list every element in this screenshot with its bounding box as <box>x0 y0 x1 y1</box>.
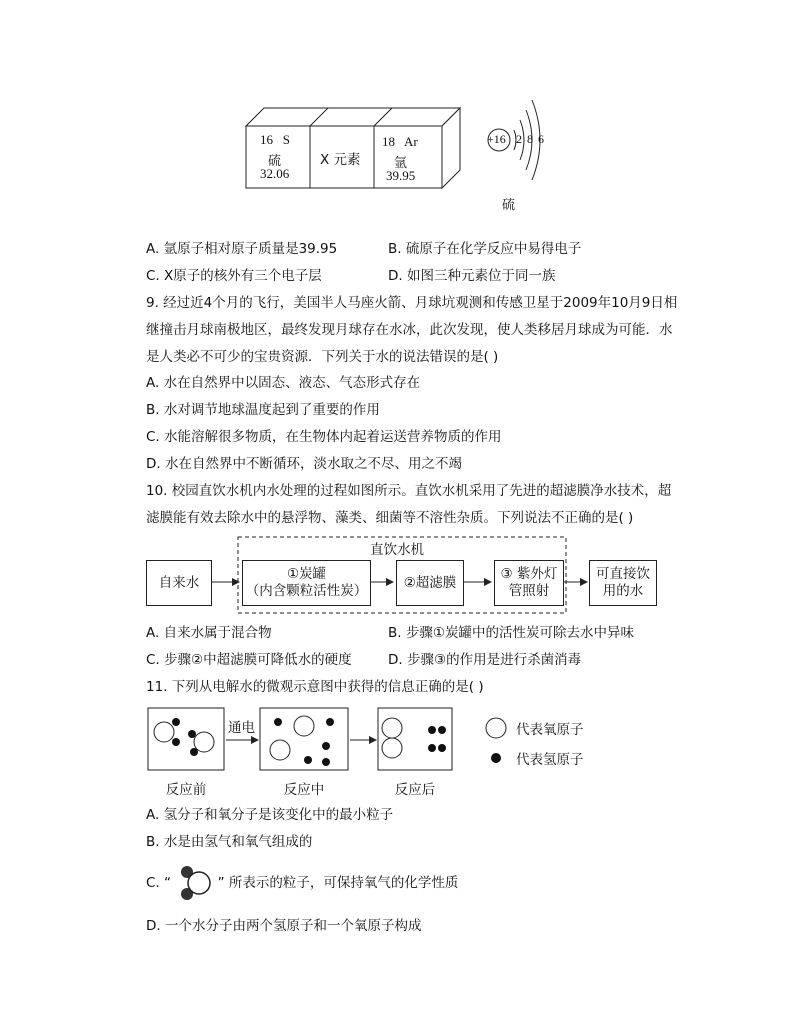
q8-option-a: A. 氩原子相对原子质量是39.95 <box>146 241 338 257</box>
q9-option-b: B. 水对调节地球温度起到了重要的作用 <box>146 402 380 418</box>
s-mass: 32.06 <box>260 166 290 181</box>
nucleus-charge: +16 <box>487 132 506 146</box>
oxygen-molecule-icon <box>175 864 213 902</box>
flow-step3-box <box>494 560 564 606</box>
q10-option-c: C. 步骤②中超滤膜可降低水的硬度 <box>146 652 352 668</box>
flow-step1-line1: ①炭罐 <box>286 566 327 582</box>
flow-step1-line2: （内含颗粒活性炭） <box>245 583 368 599</box>
q10-option-b: B. 步骤①炭罐中的活性炭可除去水中异味 <box>388 625 634 641</box>
q11-option-c-suffix: ” 所表示的粒子，可保持氧气的化学性质 <box>217 875 459 891</box>
legend-hydrogen-symbol <box>491 753 501 763</box>
q10-option-d: D. 步骤③的作用是进行杀菌消毒 <box>388 652 582 668</box>
caption-after: 反应后 <box>394 782 436 798</box>
ar-atomic-number: 18 <box>382 134 395 149</box>
flow-output-line2: 用的水 <box>602 583 644 599</box>
flow-output-box <box>589 560 657 606</box>
s-symbol: S <box>282 132 290 147</box>
q9-option-a: A. 水在自然界中以固态、液态、气态形式存在 <box>146 375 421 391</box>
electrolysis-label: 通电 <box>228 720 255 736</box>
legend-oxygen-text: 代表氧原子 <box>516 722 584 738</box>
q8-option-d: D. 如图三种元素位于同一族 <box>388 268 556 284</box>
q11-option-b: B. 水是由氢气和氧气组成的 <box>146 834 313 850</box>
q11-option-c <box>146 874 458 892</box>
caption-during: 反应中 <box>283 782 325 798</box>
q10-stem-line-1: 10. 校园直饮水机内水处理的过程如图所示。直饮水机采用了先进的超滤膜净水技术，超 <box>146 483 672 499</box>
s-name: 硫 <box>268 154 282 169</box>
q11-option-c-prefix: C. “ <box>146 875 172 891</box>
q8-option-c: C. X原子的核外有三个电子层 <box>146 268 322 284</box>
q9-stem-line-3: 是人类必不可少的宝贵资源．下列关于水的说法错误的是( ) <box>146 349 499 365</box>
x-element-label: X 元素 <box>320 152 361 168</box>
electrolysis-diagram <box>146 704 616 800</box>
legend-hydrogen-text: 代表氢原子 <box>516 752 584 768</box>
q11-stem: 11. 下列从电解水的微观示意图中获得的信息正确的是( ) <box>146 679 484 695</box>
atom-caption: 硫 <box>502 198 516 213</box>
q9-stem-line-2: 继撞击月球南极地区，最终发现月球存在水冰，此次发现，使人类移居月球成为可能．水 <box>146 322 673 338</box>
ar-symbol: Ar <box>404 134 418 149</box>
q9-option-d: D. 水在自然界中不断循环，淡水取之不尽、用之不竭 <box>146 456 462 472</box>
flow-step2-box <box>396 560 464 606</box>
ar-mass: 39.95 <box>386 168 416 183</box>
q10-stem-line-2: 滤膜能有效去除水中的悬浮物、藻类、细菌等不溶性杂质。下列说法不正确的是( ) <box>146 510 634 526</box>
flow-step3-line2: 管照射 <box>508 583 550 599</box>
flow-source-box <box>146 560 212 606</box>
electron-shells: 2 8 6 <box>516 132 545 146</box>
flow-step1-box <box>242 560 371 606</box>
q9-stem-line-1: 9. 经过近4个月的飞行，美国半人马座火箭、月球坑观测和传感卫星于2009年10月9日相 <box>146 295 678 311</box>
q11-option-d: D. 一个水分子由两个氢原子和一个氧原子构成 <box>146 918 422 934</box>
s-atomic-number: 16 <box>260 132 273 147</box>
q11-option-a: A. 氢分子和氧分子是该变化中的最小粒子 <box>146 807 394 823</box>
flow-step3-line1: ③ 紫外灯 <box>500 566 558 582</box>
flow-output-line1: 可直接饮 <box>596 566 650 582</box>
caption-before: 反应前 <box>165 782 207 798</box>
q10-option-a: A. 自来水属于混合物 <box>146 625 272 641</box>
flowchart-title: 直饮水机 <box>370 542 424 558</box>
flow-source-label: 自来水 <box>158 574 200 591</box>
ar-name: 氩 <box>394 156 408 171</box>
q8-option-b: B. 硫原子在化学反应中易得电子 <box>388 241 582 257</box>
legend-oxygen-symbol <box>486 718 506 738</box>
periodic-table-figure <box>244 104 464 192</box>
q9-option-c: C. 水能溶解很多物质，在生物体内起着运送营养物质的作用 <box>146 429 502 445</box>
flow-step2-label: ②超滤膜 <box>403 574 457 591</box>
water-dispenser-flowchart <box>146 534 666 618</box>
sulfur-atom-diagram <box>482 94 572 194</box>
